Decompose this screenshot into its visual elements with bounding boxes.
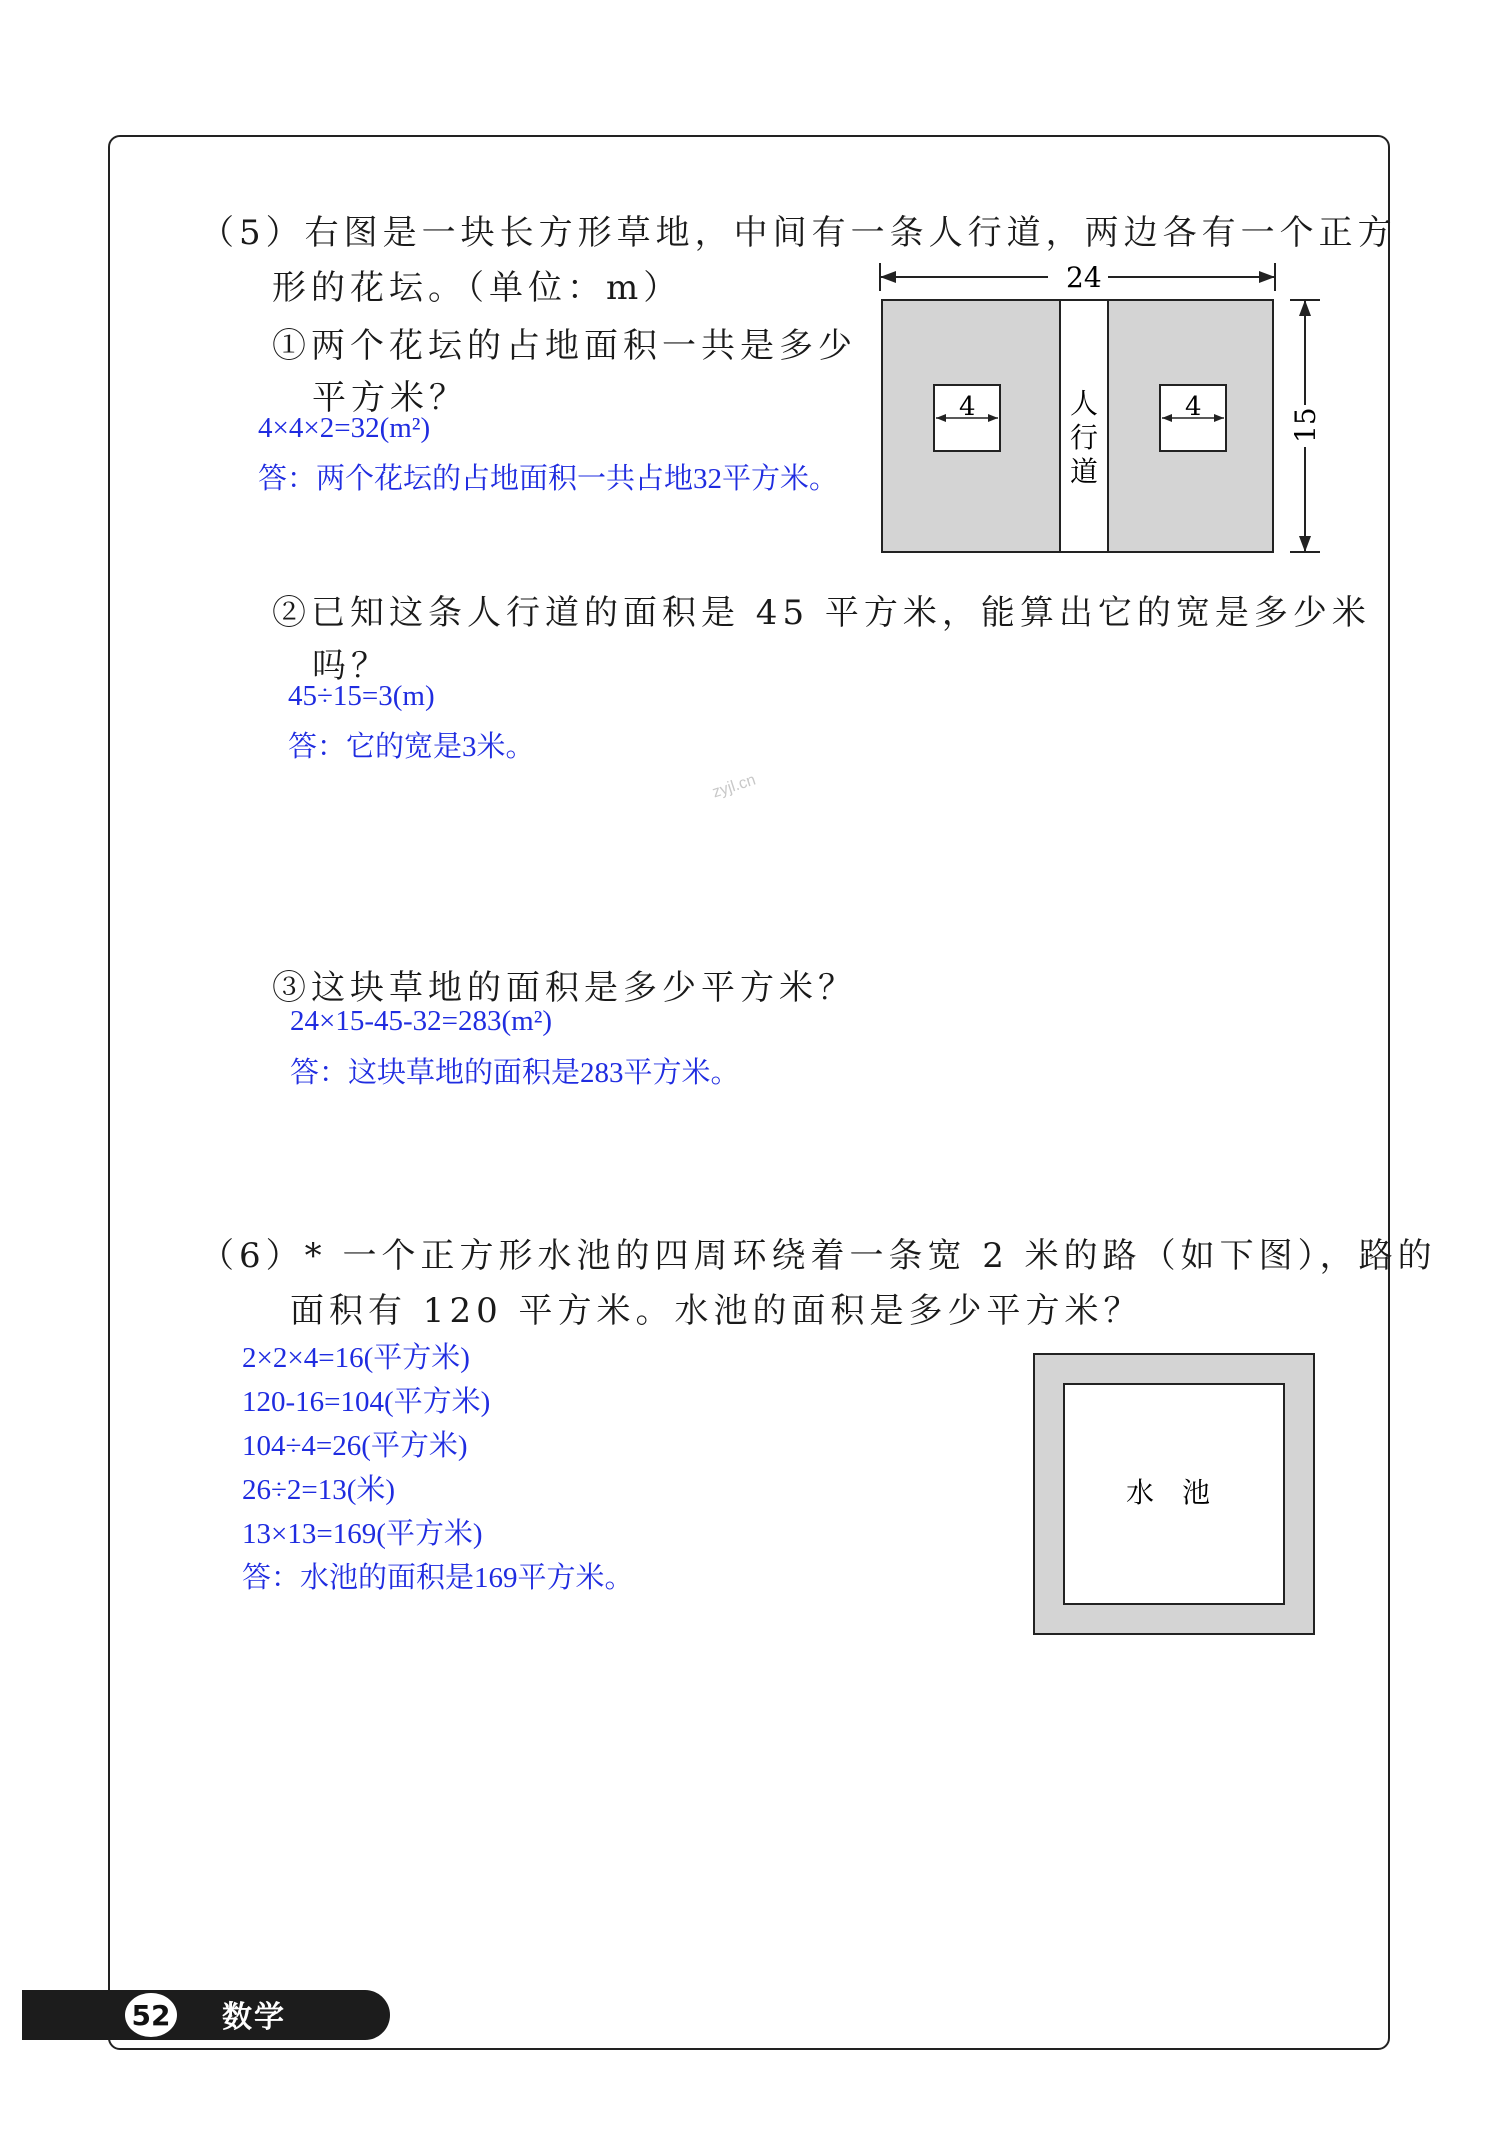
- walkway-char-2: 行: [1070, 421, 1099, 454]
- watermark: zyjl.cn: [710, 771, 758, 802]
- q6-answer-line: 2×2×4=16(平方米): [242, 1342, 470, 1374]
- bed-left-label: 4: [959, 392, 976, 422]
- q6-line2: 面积有 120 平方米。水池的面积是多少平方米？: [290, 1291, 1143, 1331]
- q5-sub1-line2: 平方米？: [312, 378, 468, 418]
- bed-right-label: 4: [1185, 392, 1202, 422]
- width-label: 24: [1066, 261, 1102, 294]
- pool-label: 水 池: [1126, 1476, 1211, 1509]
- q5-sub2-line1: ②已知这条人行道的面积是 45 平方米，能算出它的宽是多少米: [272, 593, 1371, 633]
- q6-answer-line: 答：水池的面积是169平方米。: [242, 1562, 634, 1594]
- footer-bar: [22, 1990, 390, 2040]
- q5-intro-line1: （5）右图是一块长方形草地，中间有一条人行道，两边各有一个正方: [200, 213, 1397, 253]
- q5-answer2-calc: 45÷15=3(m): [288, 680, 435, 712]
- q5-answer3-text: 答：这块草地的面积是283平方米。: [290, 1057, 740, 1089]
- q6-answer-line: 104÷4=26(平方米): [242, 1430, 468, 1462]
- walkway-char-3: 道: [1070, 455, 1099, 488]
- height-label: 15: [1289, 407, 1322, 443]
- q6-answer-line: 26÷2=13(米): [242, 1474, 396, 1506]
- lawn-diagram: [870, 255, 1330, 565]
- q6-answer-line: 120-16=104(平方米): [242, 1386, 491, 1418]
- q5-sub3: ③这块草地的面积是多少平方米？: [272, 968, 857, 1008]
- q5-answer1-calc: 4×4×2=32(m²): [258, 412, 431, 444]
- q5-answer1-text: 答：两个花坛的占地面积一共占地32平方米。: [258, 463, 839, 495]
- q6-answer-line: 13×13=169(平方米): [242, 1518, 483, 1550]
- q6-line1: （6）* 一个正方形水池的四周环绕着一条宽 2 米的路（如下图），路的: [200, 1236, 1437, 1276]
- walkway-char-1: 人: [1070, 387, 1099, 420]
- q5-sub2-line2: 吗？: [312, 646, 390, 686]
- page-number: 52: [122, 1990, 180, 2040]
- subject-label: 数学: [222, 2000, 286, 2035]
- q5-intro-line2: 形的花坛。（单位：m）: [272, 268, 683, 308]
- q5-answer3-calc: 24×15-45-32=283(m²): [290, 1005, 553, 1037]
- q5-answer2-text: 答：它的宽是3米。: [288, 731, 535, 763]
- pool-diagram: [1030, 1350, 1320, 1640]
- q5-sub1-line1: ①两个花坛的占地面积一共是多少: [272, 326, 857, 366]
